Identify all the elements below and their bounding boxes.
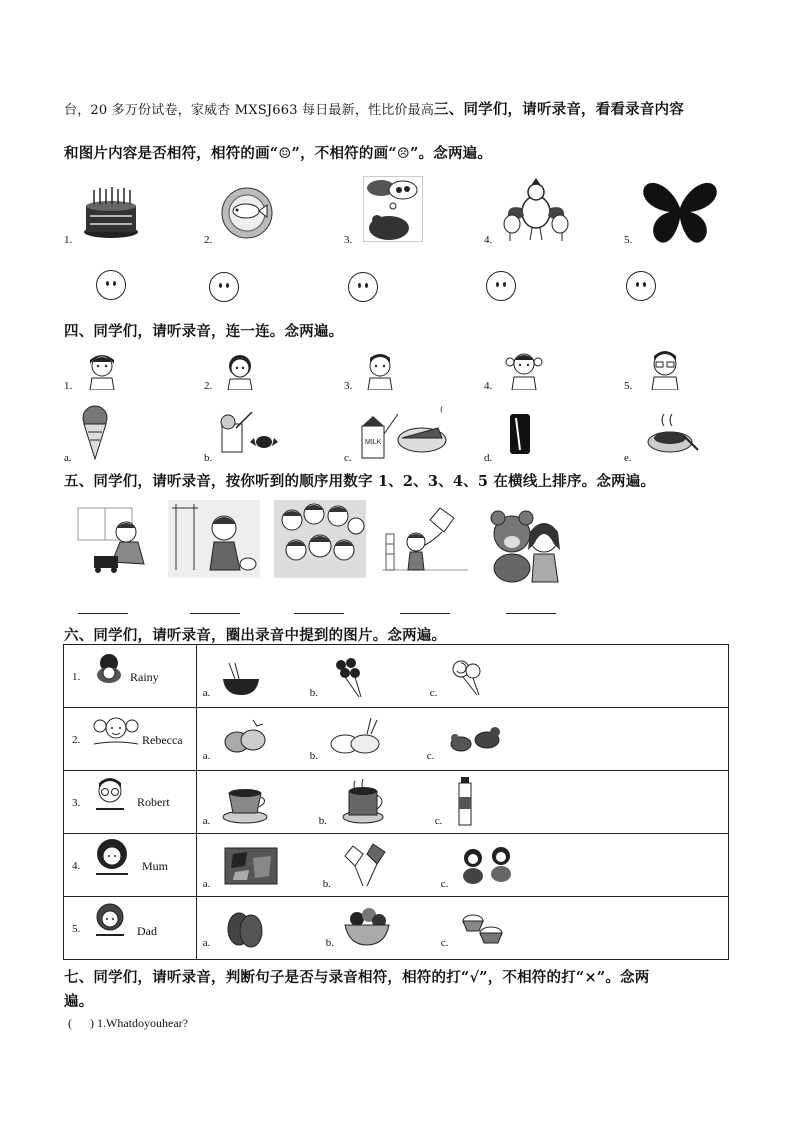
section6-table [63, 644, 729, 960]
girl-pigtails-avatar [504, 348, 544, 390]
section6-title: 六、同学们，请听录音，圈出录音中提到的图片。念两遍。 [64, 627, 447, 644]
table-row [64, 708, 729, 771]
option-letter: a. [202, 815, 211, 827]
cola-can-image [508, 412, 532, 456]
table-row [64, 897, 729, 960]
milk-and-pie-image [358, 404, 448, 460]
question-1 [68, 1016, 188, 1031]
row-number: 1. [72, 671, 81, 683]
person-number: 1. [64, 380, 73, 392]
toy-figures-image[interactable] [459, 844, 519, 886]
option-letter: c. [440, 878, 449, 890]
option-letter: b. [309, 750, 319, 762]
rabbits-image[interactable] [327, 716, 383, 758]
person-cell [64, 708, 197, 771]
fruit-bowl-image[interactable] [343, 905, 391, 947]
option-letter: c. [429, 687, 438, 699]
butterfly-image [642, 180, 718, 244]
row-number: 2. [72, 734, 81, 746]
birds-image[interactable] [447, 722, 503, 758]
person-name: Rainy [130, 670, 159, 684]
group-of-children-image [274, 500, 366, 578]
birthday-cake-image [82, 184, 140, 242]
skewer-snack-image[interactable] [331, 655, 365, 699]
answer-face-circle[interactable] [348, 272, 378, 302]
water-bottle-image[interactable] [455, 775, 475, 827]
cupcakes-image[interactable] [459, 911, 505, 945]
person-cell [64, 771, 197, 834]
rainy-avatar [92, 651, 126, 685]
kites-image[interactable] [343, 842, 393, 888]
options-cell [196, 834, 728, 897]
options-cell [196, 708, 728, 771]
order-answer-line[interactable] [506, 612, 556, 614]
noodle-bowl-image[interactable] [221, 661, 261, 697]
options-cell [196, 771, 728, 834]
person-cell [64, 897, 197, 960]
answer-face-circle[interactable] [486, 271, 516, 301]
coffee-mug-image[interactable] [341, 777, 387, 825]
chickens-image [500, 178, 572, 242]
person-cell [64, 645, 197, 708]
puzzle-map-image[interactable] [223, 846, 279, 886]
child-on-swing-image [168, 500, 260, 578]
item-number: 4. [484, 234, 493, 246]
options-cell [196, 897, 728, 960]
section5-title: 五、同学们，请听录音，按你听到的顺序用数字 1、2、3、4、5 在横线上排序。念两遍。 [64, 473, 656, 490]
option-letter: b. [318, 815, 328, 827]
food-letter: d. [484, 452, 493, 464]
answer-face-circle[interactable] [96, 270, 126, 300]
food-letter: e. [624, 452, 632, 464]
section7-title-line2: 遍。 [64, 993, 94, 1010]
option-letter: b. [322, 878, 332, 890]
option-letter: b. [325, 937, 335, 949]
section3-title-line1: 台，20 多万份试卷，家威杏 MXSJ663 每日最新，性比价最高三、同学们，请听录音，看看录音内容 [64, 101, 684, 118]
lollipop-image[interactable] [451, 657, 485, 697]
child-with-kite-image [378, 504, 470, 578]
person-name: Rebecca [142, 733, 183, 747]
boy-avatar [84, 350, 120, 390]
question-text: 1.Whatdoyouhear? [97, 1016, 188, 1030]
svg-text:(: ( [440, 405, 444, 414]
person-number: 3. [344, 380, 353, 392]
item-number: 5. [624, 234, 633, 246]
potatoes-image[interactable] [225, 909, 265, 949]
option-letter: c. [440, 937, 449, 949]
food-letter: a. [64, 452, 72, 464]
order-answer-line[interactable] [400, 612, 450, 614]
mum-avatar [92, 838, 132, 876]
option-letter: a. [202, 687, 211, 699]
food-letter: c. [344, 452, 352, 464]
answer-face-circle[interactable] [626, 271, 656, 301]
order-answer-line[interactable] [294, 612, 344, 614]
boy-avatar [362, 350, 398, 390]
order-answer-line[interactable] [78, 612, 128, 614]
robert-avatar [94, 777, 126, 811]
teddy-bear-and-doll-image [486, 504, 566, 584]
options-cell [196, 645, 728, 708]
svg-text:MILK: MILK [365, 439, 382, 446]
section4-title: 四、同学们，请听录音，连一连。念两遍。 [64, 323, 344, 340]
juice-and-candy-image [216, 410, 282, 458]
rebecca-avatar [90, 714, 142, 748]
option-letter: c. [434, 815, 443, 827]
hot-soup-image [644, 412, 700, 458]
person-number: 5. [624, 380, 633, 392]
table-row [64, 771, 729, 834]
person-name: Mum [142, 859, 169, 873]
item-number: 2. [204, 234, 213, 246]
person-number: 2. [204, 380, 213, 392]
answer-face-circle[interactable] [209, 272, 239, 302]
person-number: 4. [484, 380, 493, 392]
row-number: 3. [72, 797, 81, 809]
person-name: Dad [137, 924, 157, 938]
table-row [64, 834, 729, 897]
child-playing-with-car-image [72, 502, 158, 576]
row-number: 5. [72, 923, 81, 935]
dad-avatar [94, 901, 126, 937]
order-answer-line[interactable] [190, 612, 240, 614]
thinking-mouse-image [363, 176, 423, 242]
option-letter: c. [426, 750, 435, 762]
fish-dish-image [220, 186, 274, 240]
section3-title-line2: 和图片内容是否相符，相符的画“☺”，不相符的画“☹”。念两遍。 [64, 145, 493, 162]
item-number: 1. [64, 234, 73, 246]
option-letter: b. [309, 687, 319, 699]
option-letter: a. [202, 937, 211, 949]
option-letter: a. [202, 878, 211, 890]
hedgehogs-image[interactable] [221, 716, 267, 758]
boy-glasses-avatar [646, 348, 684, 390]
item-number: 3. [344, 234, 353, 246]
table-row [64, 645, 729, 708]
girl-avatar [222, 350, 258, 390]
row-number: 4. [72, 860, 81, 872]
section7-title-line1: 七、同学们，请听录音，判断句子是否与录音相符，相符的打“√”，不相符的打“×”。念两 [64, 969, 650, 986]
person-name: Robert [137, 795, 170, 809]
tea-cup-image[interactable] [221, 779, 271, 825]
option-letter: a. [202, 750, 211, 762]
answer-parentheses[interactable]: ( ) [68, 1016, 94, 1030]
food-letter: b. [204, 452, 213, 464]
person-cell [64, 834, 197, 897]
ice-cream-image [80, 404, 110, 460]
